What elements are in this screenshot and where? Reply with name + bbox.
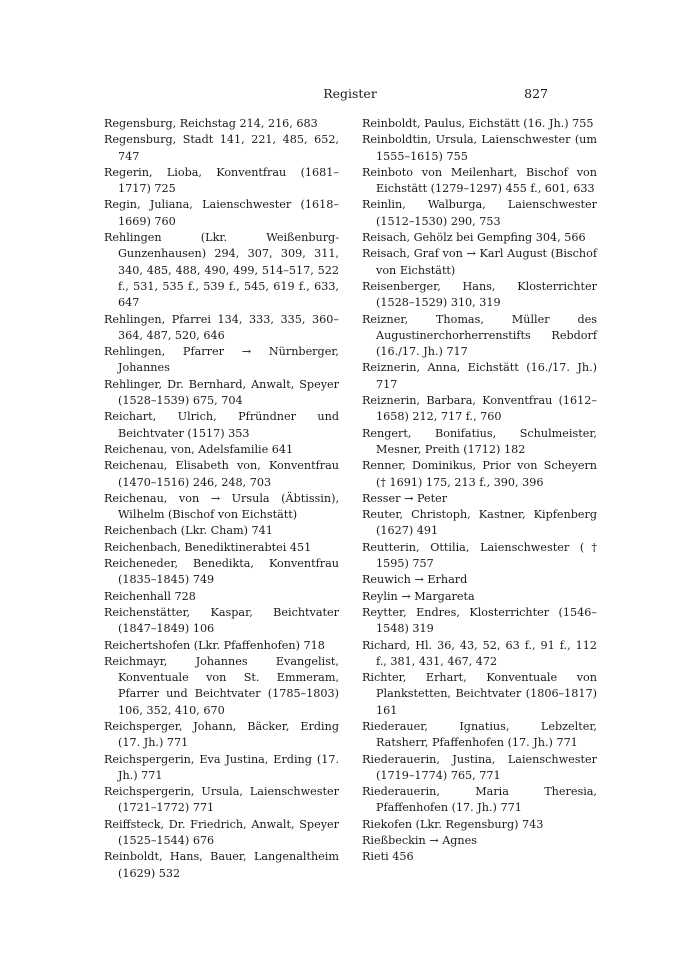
index-entry: Reichsperger, Johann, Bäcker, Erding (17. Jh.) 771 [104,719,339,750]
index-entry: Reichenau, Elisabeth von, Konventfrau (1470–1516) 246, 248, 703 [104,459,339,489]
index-entry: Riederauerin, Maria Theresia, Pfaffenhofen (17. Jh.) 771 [362,785,597,815]
index-entry: Reichenhall 728 [104,589,196,603]
index-entry: Resser → Peter [362,491,448,505]
index-entry: Rießbeckin → Agnes [362,834,477,848]
index-entry: Reichmayr, Johannes Evangelist, Konventuale von St. Emmeram, Pfarrer und Beichtvater (1785–1803) 106, 352, 410, 670 [104,654,339,717]
index-entry: Reichspergerin, Eva Justina, Erding (17. Jh.) 771 [104,752,339,782]
index-entry: Reuter, Christoph, Kastner, Kipfenberg (1627) 491 [362,508,597,538]
index-entry: Renner, Dominikus, Prior von Scheyern († 1691) 175, 213 f., 390, 396 [362,459,597,489]
index-entry: Reinboldtin, Ursula, Laienschwester (um 1555–1615) 755 [362,133,597,163]
index-entry: Reiffsteck, Dr. Friedrich, Anwalt, Speyer (1525–1544) 676 [104,817,339,848]
index-entry: Reichenau, von → Ursula (Äbtissin), Wilhelm (Bischof von Eichstätt) [104,491,339,522]
index-entry: Reisach, Graf von → Karl August (Bischof von Eichstätt) [362,247,597,277]
index-entry: Riederauer, Ignatius, Lebzelter, Ratsherr, Pfaffenhofen (17. Jh.) 771 [362,719,597,750]
index-entry: Reutterin, Ottilia, Laienschwester († 1595) 757 [362,540,597,571]
index-entry: Reisenberger, Hans, Klosterrichter (1528–1529) 310, 319 [362,279,597,310]
index-entry: Reylin → Margareta [362,589,475,603]
index-entry: Rehlingen, Pfarrer → Nürnberger, Johannes [104,345,339,375]
index-entry: Reichenbach (Lkr. Cham) 741 [104,524,273,538]
index-entry: Reinlin, Walburga, Laienschwester (1512–1530) 290, 753 [362,198,597,228]
index-entry: Rieti 456 [362,850,414,864]
page-number: 827 [524,86,548,101]
index-entry: Reichenau, von, Adelsfamilie 641 [104,442,294,456]
index-entry: Reytter, Endres, Klosterrichter (1546–1548) 319 [362,605,597,636]
index-entry: Riederauerin, Justina, Laienschwester (1719–1774) 765, 771 [362,752,597,782]
index-entry: Reinboldt, Paulus, Eichstätt (16. Jh.) 755 [362,117,594,130]
index-entry: Richter, Erhart, Konventuale von Plankstetten, Beichtvater (1806–1817) 161 [362,671,597,717]
index-entry: Reiznerin, Anna, Eichstätt (16./17. Jh.) 717 [362,361,597,391]
index-entry: Reuwich → Erhard [362,573,468,587]
index-column-left [104,116,339,882]
index-entry: Rehlingen, Pfarrei 134, 333, 335, 360–364, 487, 520, 646 [104,312,339,342]
index-entry: Regerin, Lioba, Konventfrau (1681–1717) 725 [104,165,339,196]
index-entry: Reinboldt, Hans, Bauer, Langenaltheim (1629) 532 [104,850,339,880]
index-entry: Reichenstätter, Kaspar, Beichtvater (1847–1849) 106 [104,605,339,636]
index-entry: Riekofen (Lkr. Regensburg) 743 [362,817,544,831]
index-entry: Richard, Hl. 36, 43, 52, 63 f., 91 f., 112 f., 381, 431, 467, 472 [362,638,597,668]
index-entry: Regensburg, Reichstag 214, 216, 683 [104,117,318,130]
index-entry: Rengert, Bonifatius, Schulmeister, Mesner, Preith (1712) 182 [362,426,597,456]
running-head: Register [323,86,377,101]
index-entry: Reicheneder, Benedikta, Konventfrau (1835–1845) 749 [104,557,339,587]
index-entry: Rehlinger, Dr. Bernhard, Anwalt, Speyer (1528–1539) 675, 704 [104,377,339,408]
index-entry: Reichspergerin, Ursula, Laienschwester (1721–1772) 771 [104,785,339,815]
page-header [0,86,700,106]
index-entry: Reichertshofen (Lkr. Pfaffenhofen) 718 [104,638,325,652]
index-entry: Reisach, Gehölz bei Gempfing 304, 566 [362,231,586,245]
index-entry: Reizner, Thomas, Müller des Augustinerchorherrenstifts Rebdorf (16./17. Jh.) 717 [362,312,597,359]
index-entry: Reichart, Ulrich, Pfründner und Beichtvater (1517) 353 [104,410,339,440]
index-column-right [362,116,597,866]
index-entry: Rehlingen (Lkr. Weißenburg-Gunzenhausen) 294, 307, 309, 311, 340, 485, 488, 490, 499, 514–517, 522 f., 531, 535 f., 539 f., 545, 619 f., 633, 647 [104,231,339,310]
index-entry: Reiznerin, Barbara, Konventfrau (1612–1658) 212, 717 f., 760 [362,394,597,424]
index-entry: Regensburg, Stadt 141, 221, 485, 652, 747 [104,133,339,163]
index-entry: Regin, Juliana, Laienschwester (1618–1669) 760 [104,198,339,228]
index-entry: Reinboto von Meilenhart, Bischof von Eichstätt (1279–1297) 455 f., 601, 633 [362,165,597,196]
index-entry: Reichenbach, Benediktinerabtei 451 [104,540,312,554]
